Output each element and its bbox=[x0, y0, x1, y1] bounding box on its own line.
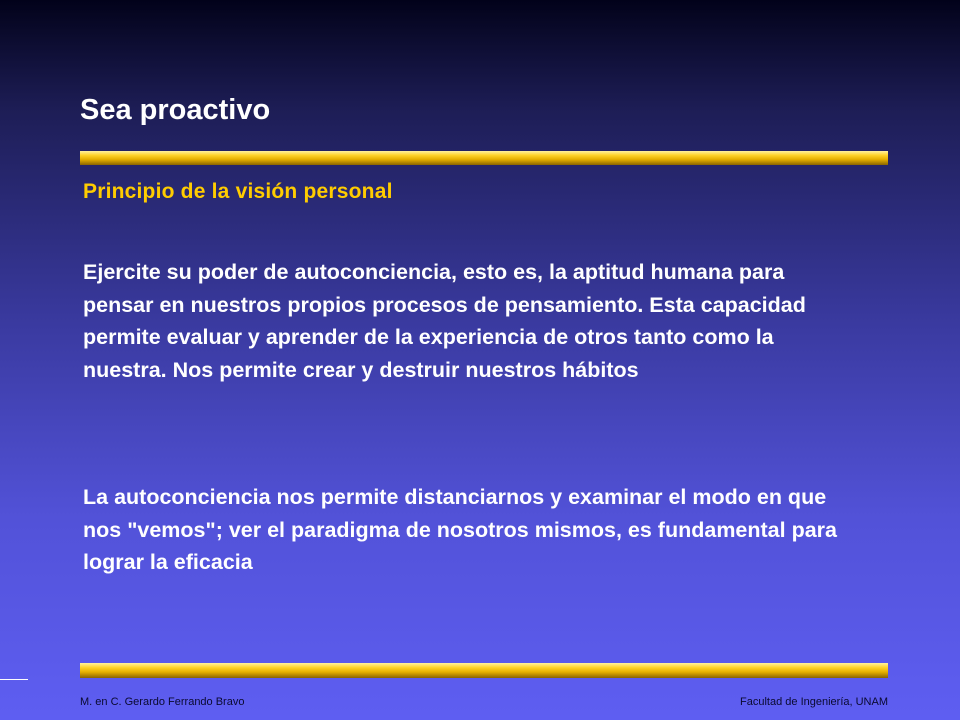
top-divider-bar bbox=[80, 151, 888, 165]
slide-title: Sea proactivo bbox=[80, 94, 271, 126]
body-paragraph-2: La autoconciencia nos permite distanciarnos y examinar el modo en que nos "vemos"; ver el paradigma de nosotros mismos, es fundamental para lograr la eficacia bbox=[83, 485, 838, 574]
body-paragraph-1: Ejercite su poder de autoconciencia, esto es, la aptitud humana para pensar en nuestros propios procesos de pensamiento. Esta capacidad permite evaluar y aprender de la experiencia de otros tanto como la nuestra. Nos permite crear y destruir nuestros hábitos bbox=[83, 260, 806, 382]
slide-subtitle: Principio de la visión personal bbox=[83, 180, 393, 203]
bottom-divider-bar bbox=[80, 663, 888, 678]
corner-line bbox=[0, 679, 28, 680]
footer-institution: Facultad de Ingeniería, UNAM bbox=[740, 696, 888, 708]
footer-author: M. en C. Gerardo Ferrando Bravo bbox=[80, 696, 245, 708]
